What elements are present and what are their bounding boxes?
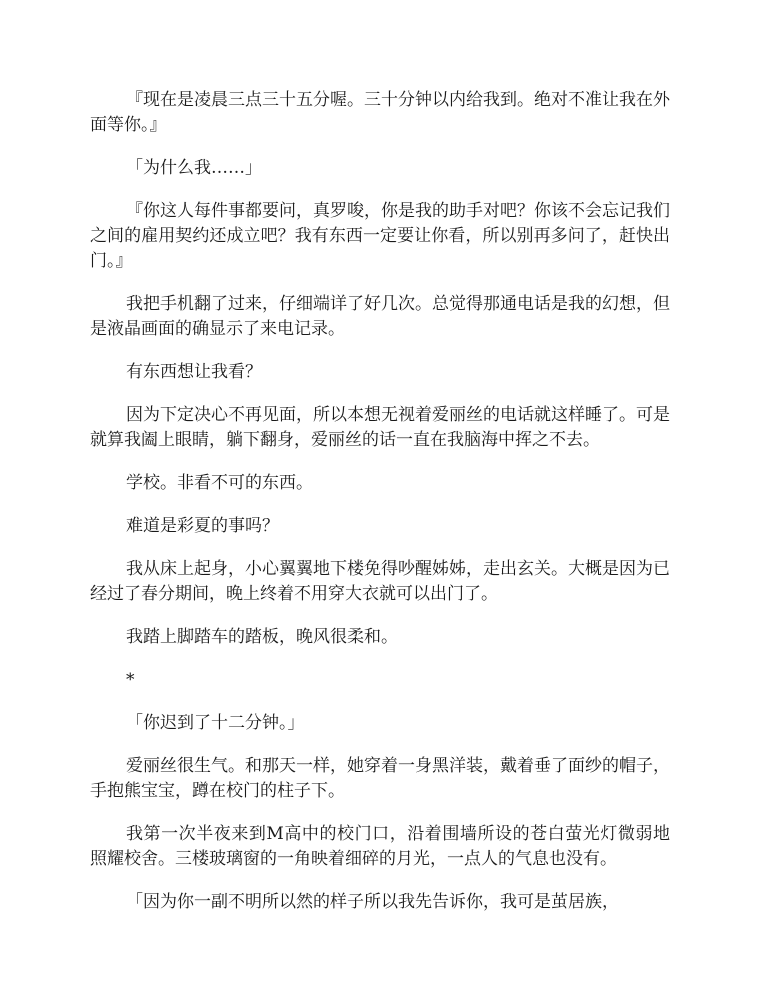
paragraph-ayaka: 难道是彩夏的事吗？ bbox=[126, 516, 279, 536]
paragraph-school-gate: 我第一次半夜来到M高中的校门口，沿着围墙所设的苍白萤光灯微弱地照耀校舍。三楼玻璃窗的一角映着细碎的月光，一点人的气息也没有。 bbox=[90, 824, 670, 869]
paragraph-assistant-contract: 『你这人每件事都要问，真罗唆，你是我的助手对吧？你该不会忘记我们之间的雇用契约还成立吧？我有东西一定要让你看，所以别再多问了，赶快出门。』 bbox=[90, 201, 670, 271]
paragraph-leave-house: 我从床上起身，小心翼翼地下楼免得吵醒姊姊，走出玄关。大概是因为已经过了春分期间，晚上终着不用穿大衣就可以出门了。 bbox=[90, 559, 670, 604]
document-page bbox=[90, 88, 670, 933]
section-break: * bbox=[126, 670, 135, 690]
paragraph-late: 「你迟到了十二分钟。」 bbox=[126, 713, 305, 733]
paragraph-phone-call-time: 『现在是凌晨三点三十五分喔。三十分钟以内给我到。绝对不准让我在外面等你。』 bbox=[90, 90, 670, 135]
paragraph-school: 学校。非看不可的东西。 bbox=[126, 473, 313, 493]
paragraph-hikikomori: 「因为你一副不明所以然的样子所以我先告诉你，我可是茧居族， bbox=[126, 892, 619, 912]
paragraph-cannot-sleep: 因为下定决心不再见面，所以本想无视着爱丽丝的电话就这样睡了。可是就算我阖上眼睛，躺下翻身，爱丽丝的话一直在我脑海中挥之不去。 bbox=[90, 405, 670, 450]
paragraph-something-to-show: 有东西想让我看？ bbox=[126, 362, 262, 382]
paragraph-bicycle: 我踏上脚踏车的踏板，晚风很柔和。 bbox=[126, 627, 398, 647]
paragraph-why-me: 「为什么我……」 bbox=[126, 158, 262, 178]
paragraph-alice-angry: 爱丽丝很生气。和那天一样，她穿着一身黑洋装，戴着垂了面纱的帽子，手抱熊宝宝，蹲在校门的柱子下。 bbox=[90, 756, 670, 801]
paragraph-phone-check: 我把手机翻了过来，仔细端详了好几次。总觉得那通电话是我的幻想，但是液晶画面的确显示了来电记录。 bbox=[90, 294, 670, 339]
